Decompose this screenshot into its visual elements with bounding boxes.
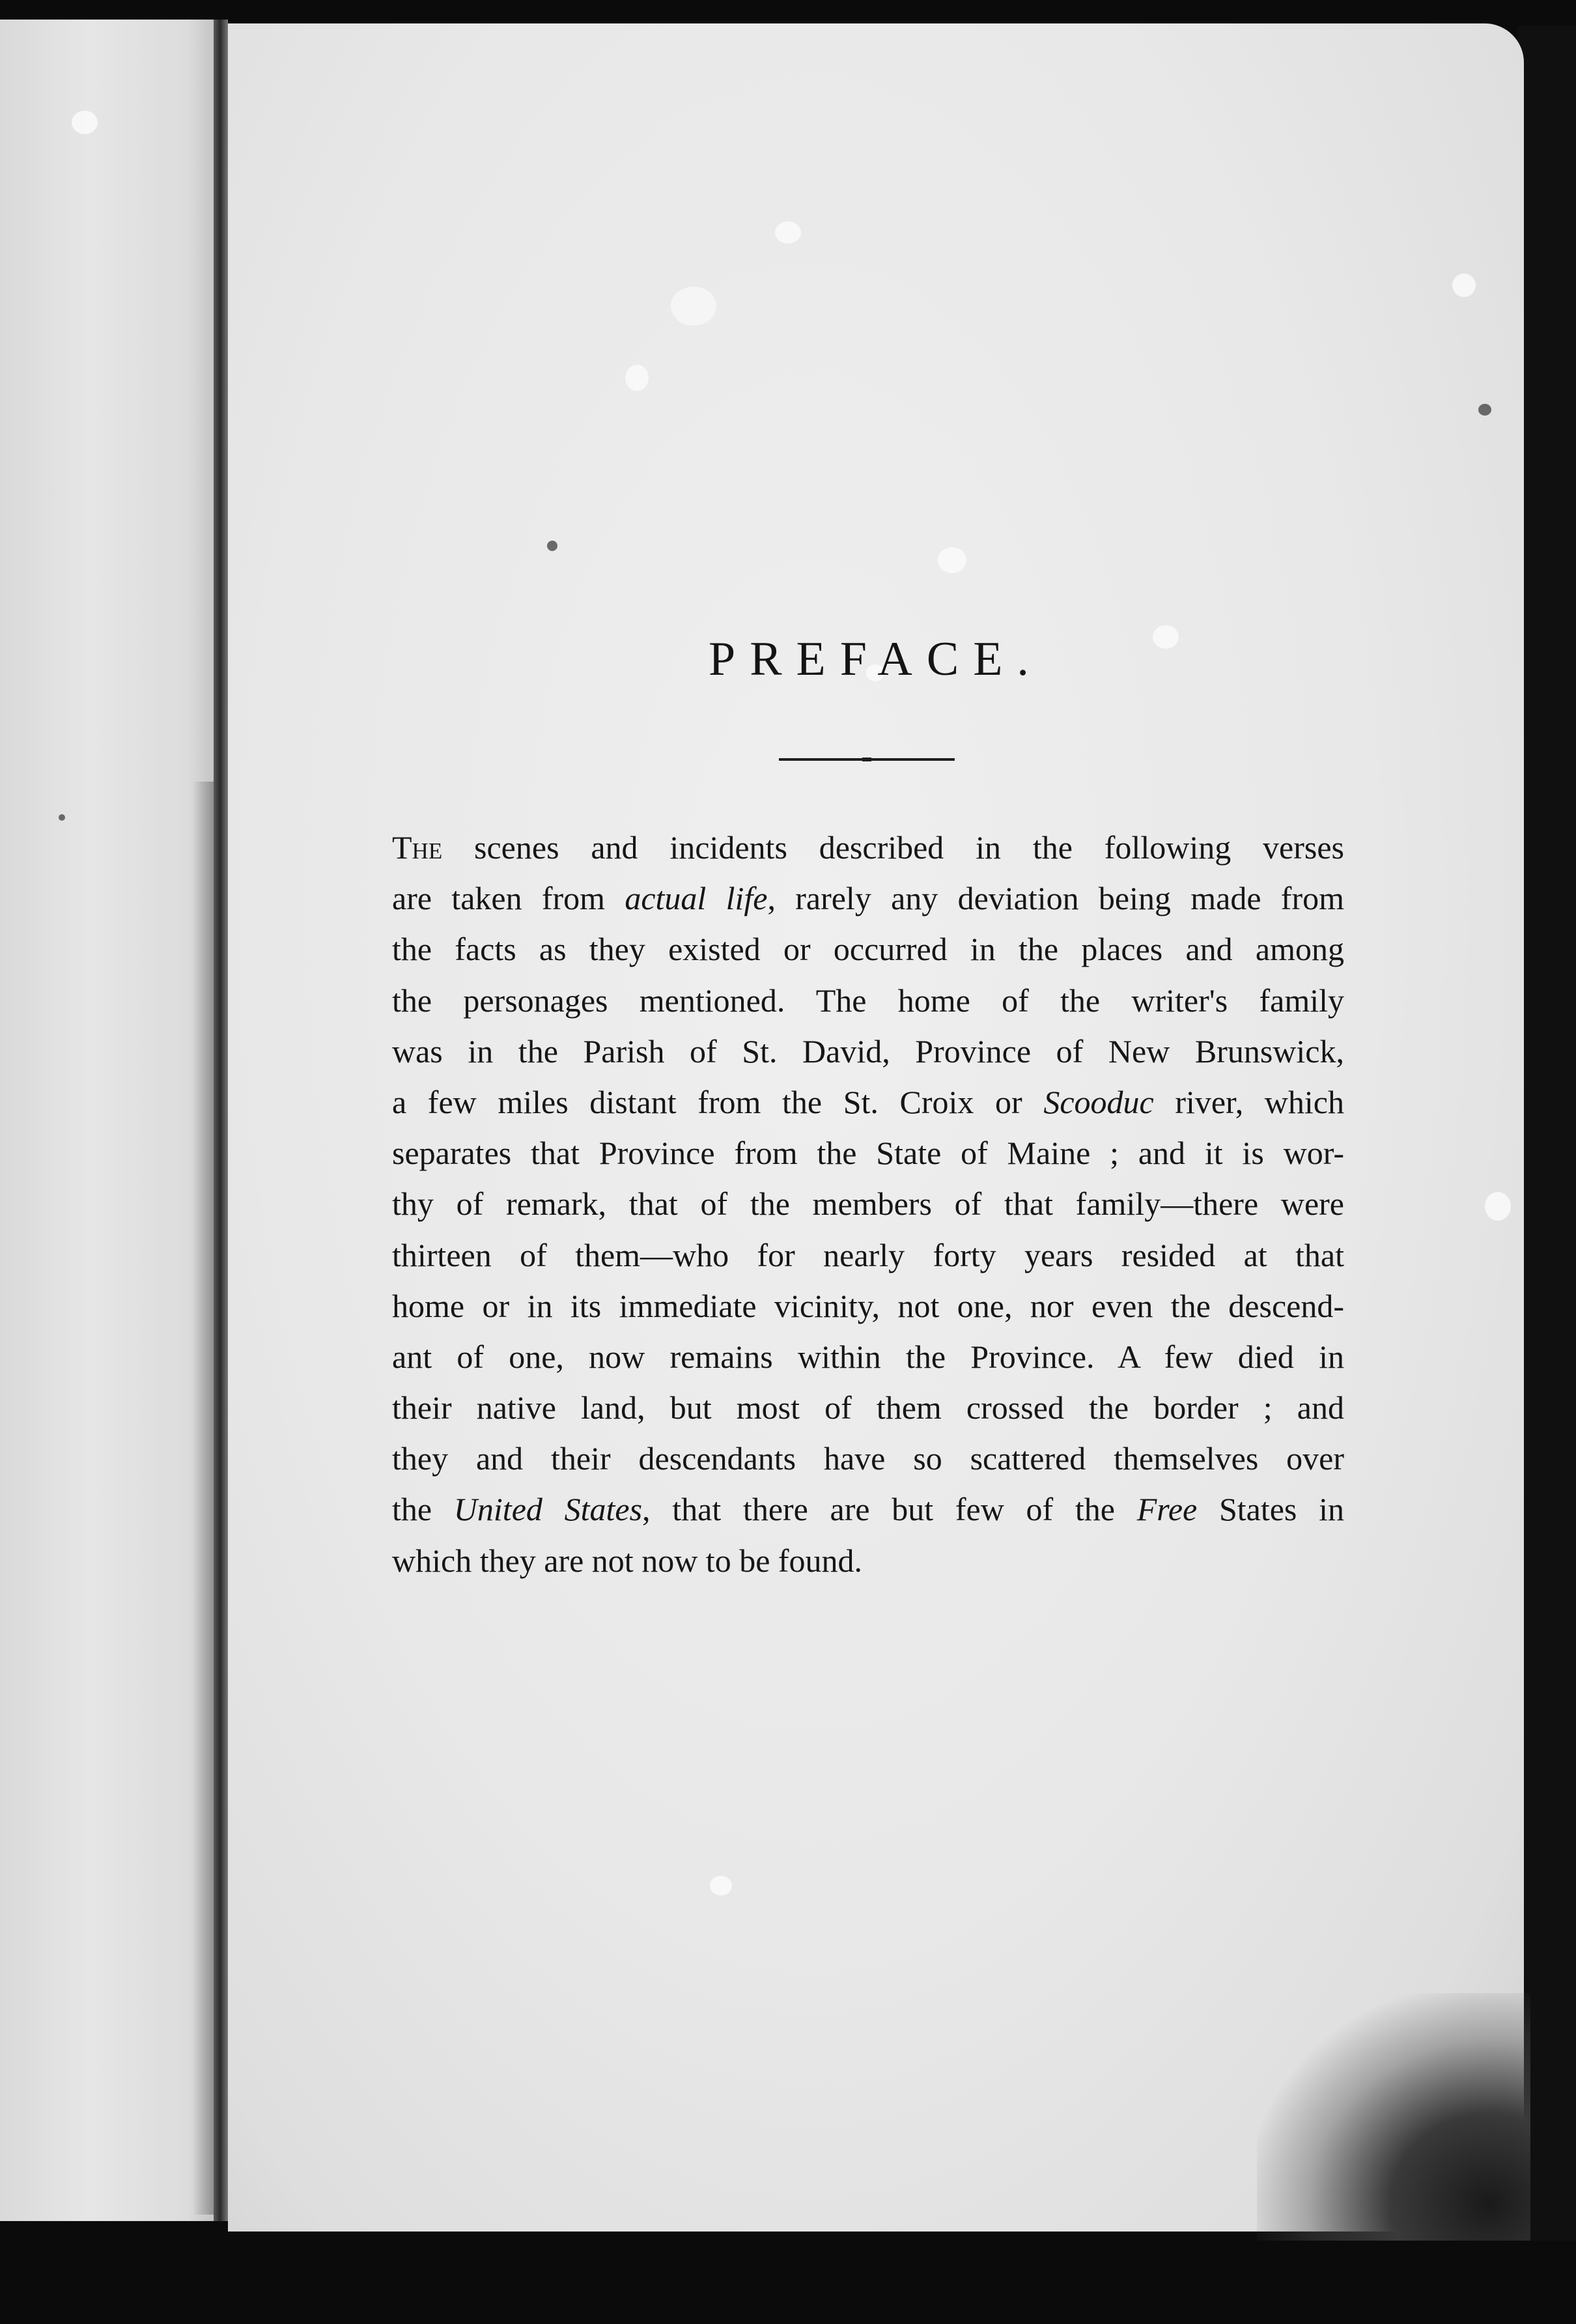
text-line: was in the Parish of St. David, Province of New Brunswick, xyxy=(392,1032,1344,1070)
text-line xyxy=(392,822,1344,873)
italic-phrase: actual life xyxy=(625,880,768,917)
text-line xyxy=(392,873,1344,924)
paper-speck xyxy=(710,1876,732,1895)
text-run: are taken from xyxy=(392,880,625,917)
text-run: , that there are but few of the xyxy=(642,1491,1137,1528)
text-run: , rarely any deviation being made from xyxy=(767,880,1345,917)
paper-speck xyxy=(1478,404,1491,416)
italic-phrase: Scooduc xyxy=(1043,1083,1154,1120)
text-line xyxy=(392,1484,1344,1535)
paper-speck xyxy=(671,287,716,326)
text-line: separates that Province from the State of Maine ; and it is wor- xyxy=(392,1135,1344,1172)
text-line: home or in its immediate vicinity, not one, nor even the descend- xyxy=(392,1287,1344,1324)
paper-speck xyxy=(775,221,801,244)
paper-speck xyxy=(938,547,966,573)
preface-body xyxy=(392,822,1344,1586)
text-line: thirteen of them—who for nearly forty years resided at that xyxy=(392,1236,1344,1273)
paper-speck xyxy=(1485,1192,1511,1221)
text-line: the facts as they existed or occurred in the places and among xyxy=(392,931,1344,968)
text-line: ant of one, now remains within the Province. A few died in xyxy=(392,1338,1344,1375)
preface-heading: PREFACE. xyxy=(709,632,1043,686)
paper-speck xyxy=(547,541,557,551)
paper-speck xyxy=(72,111,98,134)
paper-speck xyxy=(625,365,649,391)
text-run: States in xyxy=(1197,1491,1344,1528)
decorative-rule xyxy=(779,758,955,761)
text-run: a few miles distant from the St. Croix or xyxy=(392,1083,1044,1120)
text-line: the personages mentioned. The home of the writer's family xyxy=(392,982,1344,1019)
text-run: scenes and incidents described in the following verses xyxy=(442,829,1344,866)
facing-page-edge xyxy=(0,20,221,2221)
text-line: their native land, but most of them crossed the border ; and xyxy=(392,1389,1344,1426)
scan-background-edge xyxy=(1517,26,1576,2241)
binding-gutter xyxy=(214,20,228,2221)
dropcap-word: The xyxy=(392,829,443,866)
italic-phrase: United States xyxy=(453,1491,643,1528)
text-line: they and their descendants have so scattered themselves over xyxy=(392,1440,1344,1477)
paper-speck xyxy=(1452,274,1476,297)
paper-speck xyxy=(59,814,65,821)
worn-page-corner xyxy=(1257,1993,1530,2241)
text-line: which they are not now to be found. xyxy=(392,1542,863,1579)
text-run: river, which xyxy=(1153,1083,1344,1120)
text-run: the xyxy=(392,1491,454,1528)
italic-phrase: Free xyxy=(1136,1491,1198,1528)
text-line: thy of remark, that of the members of that family—there were xyxy=(392,1185,1344,1223)
text-line xyxy=(392,1077,1344,1127)
